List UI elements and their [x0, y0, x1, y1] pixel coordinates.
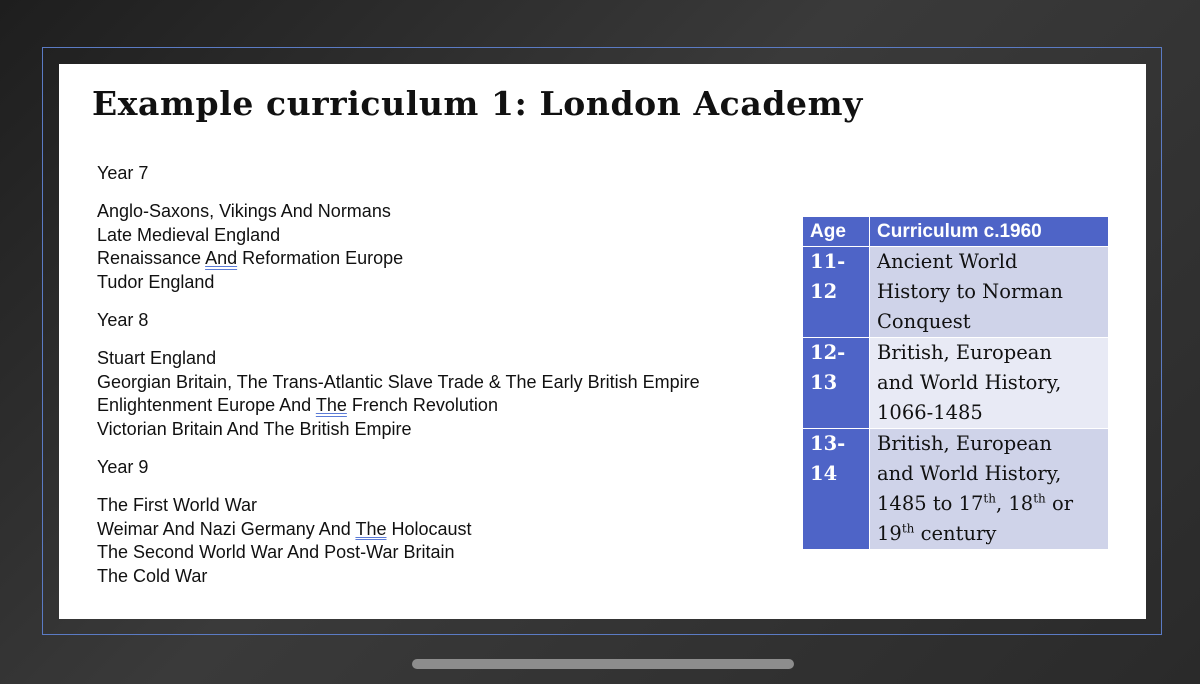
spellcheck-word: The	[315, 395, 347, 416]
table-row	[803, 338, 1109, 429]
curriculum-cell	[870, 247, 1109, 338]
curriculum-text: and World History,	[877, 462, 1062, 485]
topic-text: Tudor England	[97, 272, 215, 293]
curriculum-cell	[870, 429, 1109, 550]
curriculum-text: and World History,	[877, 371, 1062, 394]
ordinal-suffix: th	[901, 521, 915, 536]
age-line: 12	[810, 280, 838, 303]
topic-group	[97, 347, 700, 442]
table-header-row	[803, 217, 1109, 247]
curriculum-line	[877, 429, 1101, 459]
topic-text: The Second World War And Post-War Britain	[97, 542, 455, 563]
age-line: 13	[810, 371, 838, 394]
table-row	[803, 429, 1109, 550]
topic-item	[97, 418, 700, 442]
topic-text: Late Medieval England	[97, 224, 281, 245]
curriculum-table	[802, 216, 1109, 550]
topic-item	[97, 224, 700, 248]
age-line: 11-	[810, 250, 846, 273]
topic-text: Stuart England	[97, 347, 217, 368]
topic-item	[97, 565, 700, 589]
topic-text: The First World War	[97, 494, 258, 515]
curriculum-list	[97, 162, 700, 603]
topic-text: Holocaust	[386, 518, 472, 539]
year-heading: Year 7	[97, 163, 149, 183]
age-line: 14	[810, 462, 838, 485]
topic-item	[97, 347, 700, 371]
ordinal-suffix: th	[1033, 491, 1046, 506]
curriculum-text: 19	[877, 522, 902, 545]
curriculum-line	[877, 277, 1101, 307]
curriculum-text: or	[1045, 492, 1074, 515]
topic-item	[97, 371, 700, 395]
curriculum-line	[877, 247, 1101, 277]
curriculum-text: 1485 to 17	[877, 492, 984, 515]
curriculum-text: History to Norman	[877, 280, 1063, 303]
topic-text: French Revolution	[346, 395, 498, 416]
topic-text: Weimar And Nazi Germany And	[97, 518, 356, 539]
curriculum-line	[877, 489, 1101, 519]
topic-text: Anglo-Saxons, Vikings And Normans	[97, 200, 391, 221]
horizontal-scrollbar[interactable]	[412, 659, 794, 669]
curriculum-line	[877, 338, 1101, 368]
year-heading: Year 9	[97, 456, 149, 477]
slide	[59, 64, 1146, 619]
curriculum-line	[877, 307, 1101, 337]
topic-item	[97, 200, 700, 224]
age-line: 12-	[810, 341, 846, 364]
topic-item	[97, 271, 700, 295]
curriculum-line	[877, 459, 1101, 489]
year-heading: Year 8	[97, 309, 149, 330]
topic-item	[97, 247, 700, 271]
table-body	[803, 247, 1109, 550]
topic-text: The Cold War	[97, 566, 208, 587]
topic-item	[97, 518, 700, 542]
curriculum-cell	[870, 338, 1109, 429]
table-row	[803, 247, 1109, 338]
spellcheck-word: The	[355, 518, 387, 539]
topic-text: Georgian Britain, The Trans-Atlantic Slave Trade & The Early British Empire	[97, 371, 700, 392]
topic-text: Reformation Europe	[237, 248, 404, 269]
age-line: 13-	[810, 432, 846, 455]
curriculum-text: , 18	[995, 492, 1034, 515]
spellcheck-word: And	[205, 248, 238, 269]
curriculum-line	[877, 519, 1101, 549]
topic-text: Renaissance	[97, 248, 206, 269]
topic-item	[97, 494, 700, 518]
topic-item	[97, 394, 700, 418]
topic-group	[97, 494, 700, 589]
slide-title: Example curriculum 1: London Academy	[92, 84, 863, 123]
curriculum-header: Curriculum c.1960	[870, 217, 1109, 247]
curriculum-text: Conquest	[877, 310, 971, 333]
curriculum-text: century	[914, 522, 997, 545]
topic-text: Victorian Britain And The British Empire	[97, 419, 412, 440]
curriculum-line	[877, 398, 1101, 428]
age-cell	[803, 247, 870, 338]
topic-item	[97, 541, 700, 565]
age-cell	[803, 429, 870, 550]
topic-group	[97, 200, 700, 295]
curriculum-text: Ancient World	[877, 250, 1018, 273]
curriculum-text: British, European	[877, 432, 1052, 455]
ordinal-suffix: th	[983, 491, 996, 506]
curriculum-text: British, European	[877, 341, 1052, 364]
topic-text: Enlightenment Europe And	[97, 395, 316, 416]
curriculum-text: 1066-1485	[877, 401, 983, 424]
age-cell	[803, 338, 870, 429]
curriculum-line	[877, 368, 1101, 398]
age-header: Age	[803, 217, 870, 247]
